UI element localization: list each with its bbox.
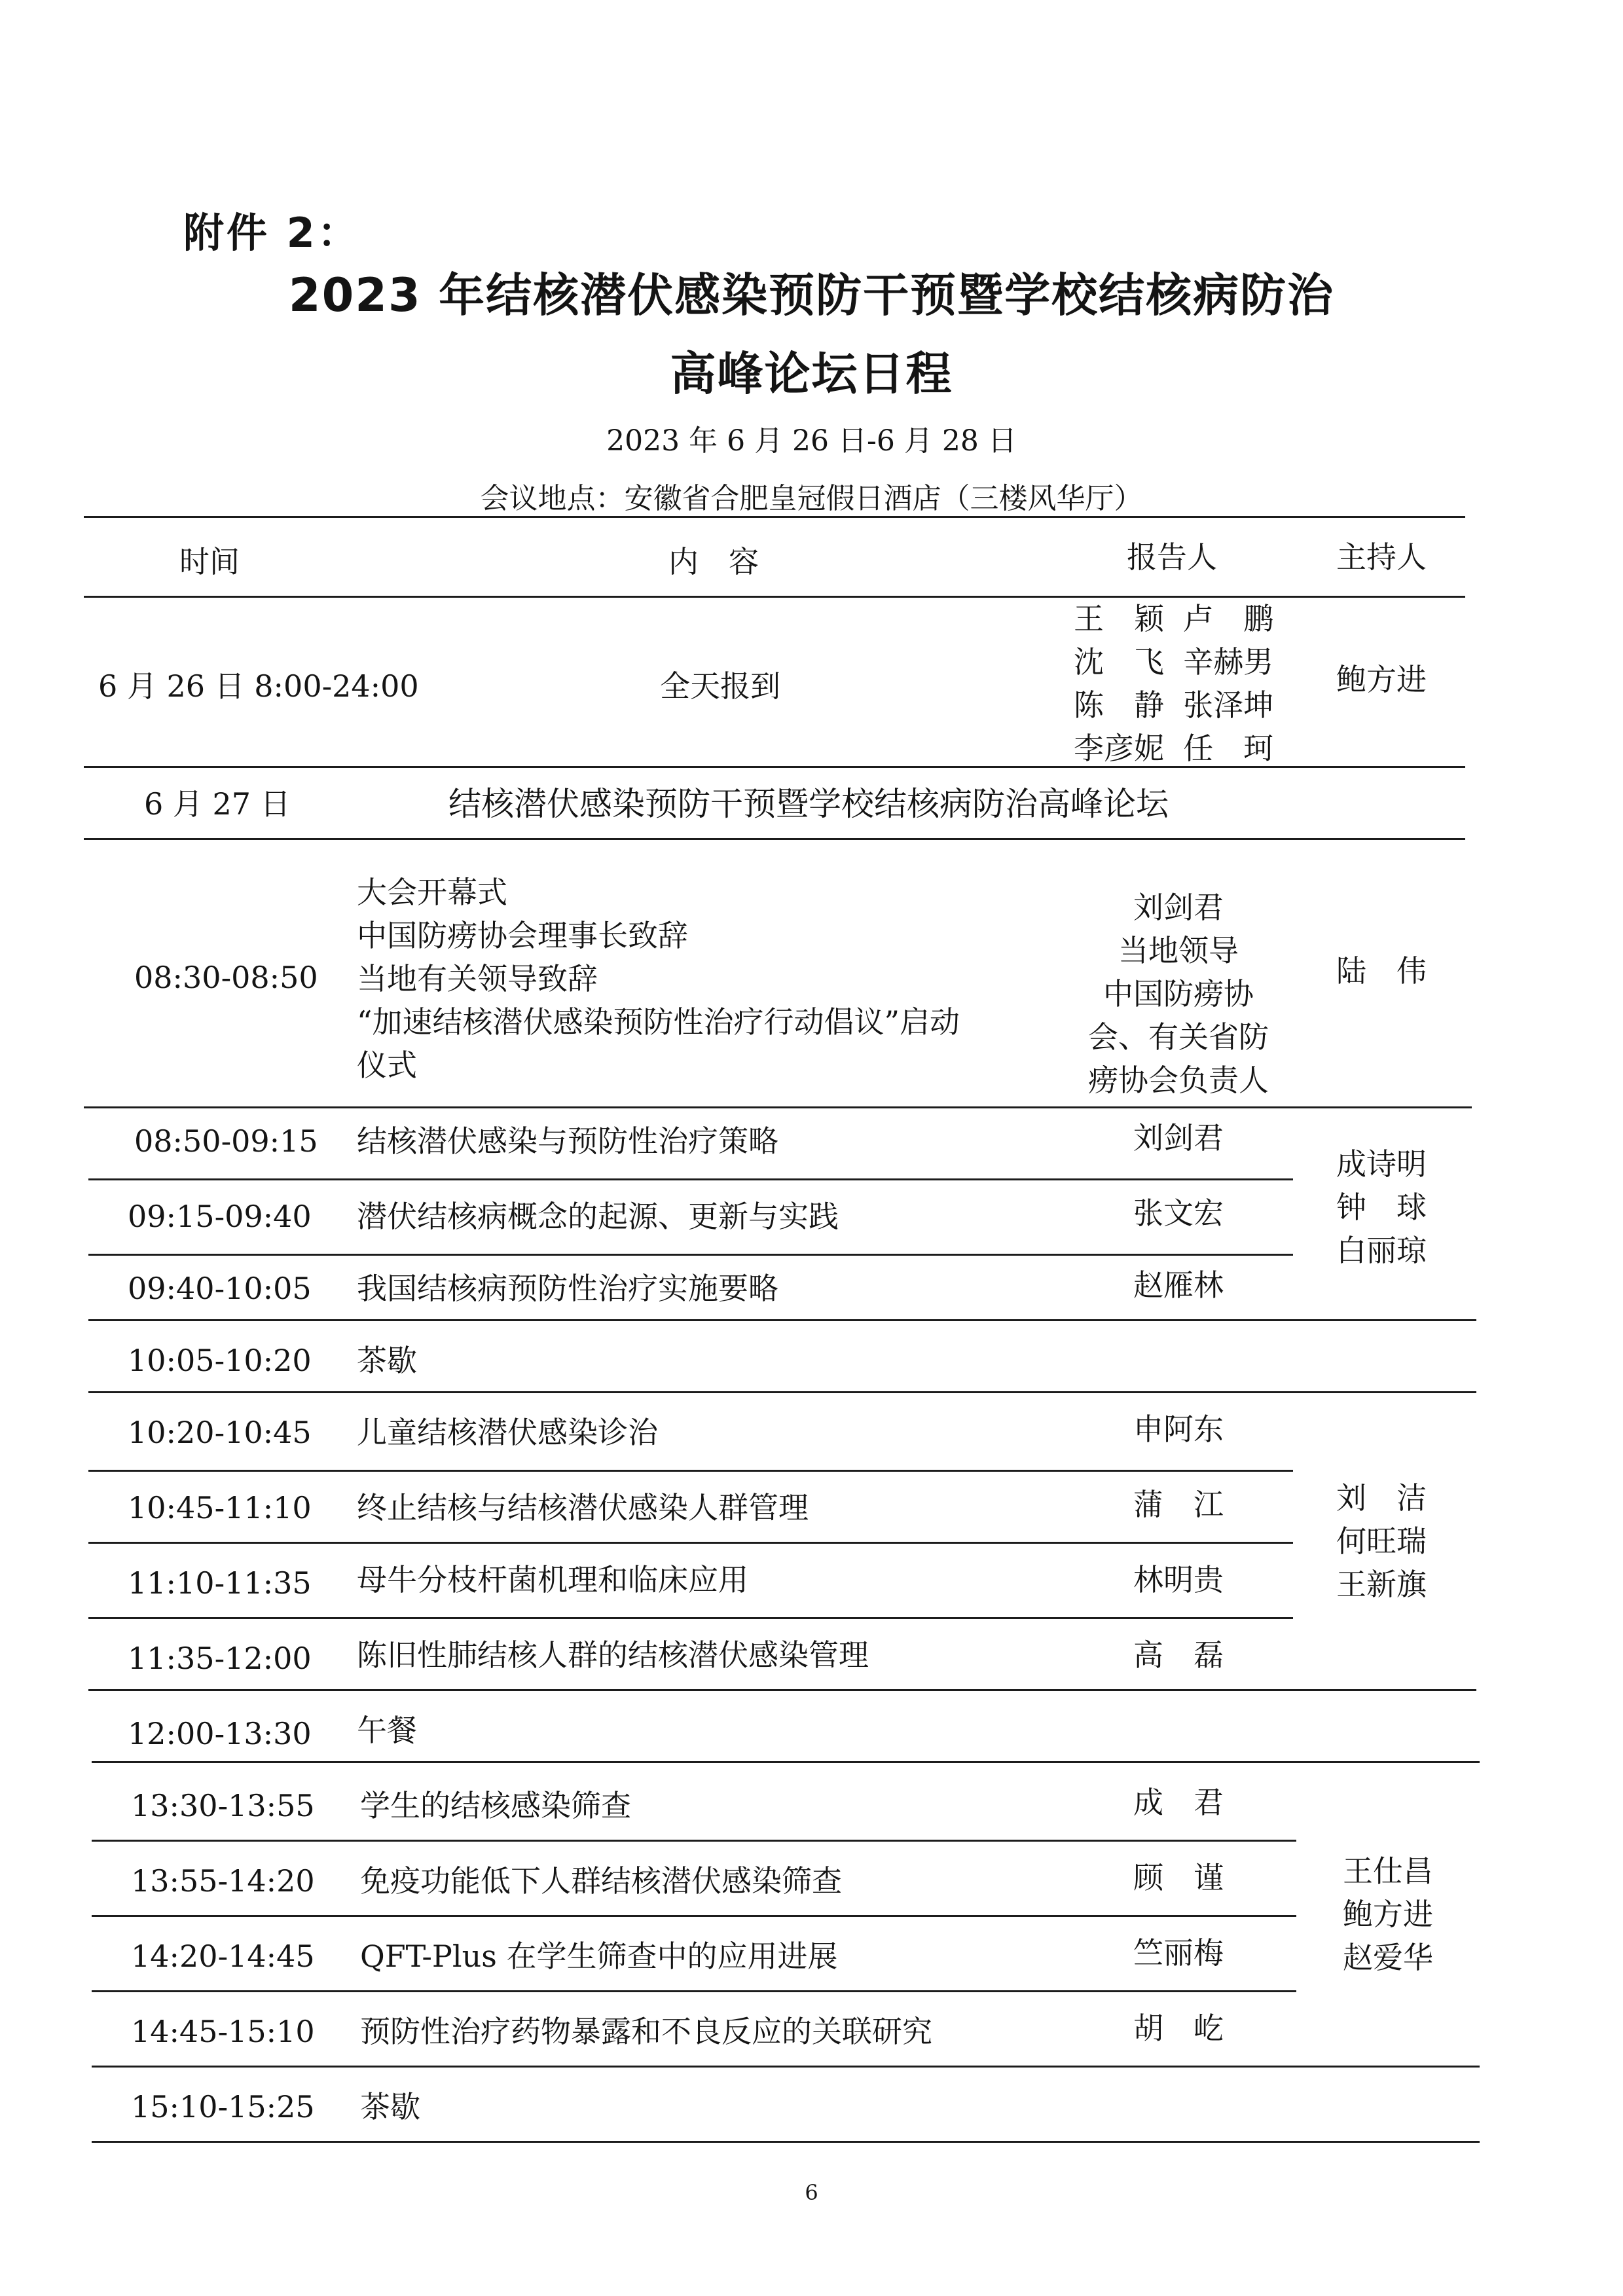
table-rule xyxy=(84,838,1465,840)
host-group: 王仕昌 鲍方进 赵爱华 xyxy=(1343,1853,1433,1975)
session-speaker: 刘剑君 xyxy=(1133,1120,1224,1156)
session-topic: 结核潜伏感染与预防性治疗策略 xyxy=(357,1123,778,1159)
session-topic: 午餐 xyxy=(357,1713,417,1748)
date-range: 2023 年 6 月 26 日-6 月 28 日 xyxy=(606,424,1017,458)
header-speaker: 报告人 xyxy=(1127,539,1217,575)
registration-speakers: 王 颖 卢 鹏 沈 飞 辛赫男 陈 静 张泽坤 李彦妮 任 珂 xyxy=(1074,601,1274,766)
table-rule xyxy=(88,1470,1293,1472)
header-time: 时间 xyxy=(179,544,240,579)
session-time: 14:45-15:10 xyxy=(131,2014,315,2049)
session-time: 13:30-13:55 xyxy=(131,1788,315,1823)
session-time: 10:45-11:10 xyxy=(128,1490,312,1525)
session-time: 08:50-09:15 xyxy=(134,1123,318,1159)
session-speaker: 张文宏 xyxy=(1133,1195,1224,1231)
table-rule xyxy=(92,1761,1480,1763)
opening-time: 08:30-08:50 xyxy=(134,960,318,995)
session-topic: 茶歇 xyxy=(360,2089,420,2124)
session-topic: 学生的结核感染筛查 xyxy=(360,1788,631,1823)
table-rule xyxy=(92,2141,1480,2143)
venue: 会议地点：安徽省合肥皇冠假日酒店（三楼风华厅） xyxy=(480,482,1143,515)
session-topic: 陈旧性肺结核人群的结核潜伏感染管理 xyxy=(357,1637,869,1673)
table-rule xyxy=(88,1178,1293,1180)
session-topic: 预防性治疗药物暴露和不良反应的关联研究 xyxy=(360,2014,932,2049)
day2-date: 6 月 27 日 xyxy=(144,786,291,822)
table-rule xyxy=(84,1106,1472,1108)
session-speaker: 高 磊 xyxy=(1133,1637,1224,1673)
page-title-line1: 2023 年结核潜伏感染预防干预暨学校结核病防治 xyxy=(288,268,1335,322)
header-host: 主持人 xyxy=(1336,539,1427,575)
session-time: 10:20-10:45 xyxy=(128,1415,312,1450)
session-time: 09:15-09:40 xyxy=(128,1199,312,1234)
registration-host: 鲍方进 xyxy=(1336,662,1427,697)
session-speaker: 竺丽梅 xyxy=(1133,1935,1224,1971)
session-topic: QFT-Plus 在学生筛查中的应用进展 xyxy=(360,1939,838,1974)
table-rule xyxy=(88,1689,1476,1691)
table-rule xyxy=(88,1254,1293,1256)
session-time: 11:35-12:00 xyxy=(128,1641,312,1676)
session-time: 15:10-15:25 xyxy=(131,2089,315,2124)
session-time: 11:10-11:35 xyxy=(128,1565,312,1601)
attachment-label: 附件 2： xyxy=(183,209,361,257)
session-topic: 免疫功能低下人群结核潜伏感染筛查 xyxy=(360,1863,842,1899)
table-rule xyxy=(88,1542,1293,1544)
session-topic: 母牛分枝杆菌机理和临床应用 xyxy=(357,1562,748,1597)
session-speaker: 林明贵 xyxy=(1133,1562,1224,1597)
session-time: 14:20-14:45 xyxy=(131,1939,315,1974)
day2-forum-title: 结核潜伏感染预防干预暨学校结核病防治高峰论坛 xyxy=(448,785,1169,823)
session-speaker: 赵雁林 xyxy=(1133,1267,1224,1303)
registration-content: 全天报到 xyxy=(660,668,780,704)
session-time: 09:40-10:05 xyxy=(128,1271,312,1306)
table-rule xyxy=(92,2066,1480,2068)
session-speaker: 成 君 xyxy=(1133,1785,1224,1820)
page-number: 6 xyxy=(805,2180,818,2205)
table-rule xyxy=(88,1617,1293,1619)
session-topic: 茶歇 xyxy=(357,1343,417,1378)
session-time: 12:00-13:30 xyxy=(128,1716,312,1751)
registration-time: 6 月 26 日 8:00-24:00 xyxy=(98,668,419,704)
session-speaker: 蒲 江 xyxy=(1133,1487,1224,1522)
session-time: 13:55-14:20 xyxy=(131,1863,315,1899)
opening-host: 陆 伟 xyxy=(1336,953,1427,989)
session-topic: 潜伏结核病概念的起源、更新与实践 xyxy=(357,1199,839,1234)
session-topic: 儿童结核潜伏感染诊治 xyxy=(357,1415,658,1450)
header-content: 内 容 xyxy=(668,544,759,579)
opening-speakers: 刘剑君 当地领导 中国防痨协 会、有关省防 痨协会负责人 xyxy=(1088,890,1269,1098)
session-speaker: 申阿东 xyxy=(1133,1412,1224,1447)
session-speaker: 顾 谨 xyxy=(1133,1860,1224,1895)
table-rule xyxy=(92,1840,1296,1842)
host-group: 成诗明 钟 球 白丽琼 xyxy=(1336,1146,1427,1268)
table-rule xyxy=(92,1915,1296,1917)
table-rule xyxy=(88,1319,1476,1321)
host-group: 刘 洁 何旺瑞 王新旗 xyxy=(1336,1480,1427,1602)
page-title-line2: 高峰论坛日程 xyxy=(670,347,953,401)
table-rule xyxy=(92,1990,1296,1992)
opening-content: 大会开幕式 中国防痨协会理事长致辞 当地有关领导致辞 “加速结核潜伏感染预防性治疗行动倡议”启动 仪式 xyxy=(357,875,960,1083)
session-topic: 我国结核病预防性治疗实施要略 xyxy=(357,1271,778,1306)
session-topic: 终止结核与结核潜伏感染人群管理 xyxy=(357,1490,809,1525)
session-speaker: 胡 屹 xyxy=(1133,2011,1224,2046)
session-time: 10:05-10:20 xyxy=(128,1343,312,1378)
table-rule xyxy=(88,1391,1476,1393)
table-rule xyxy=(84,516,1465,518)
